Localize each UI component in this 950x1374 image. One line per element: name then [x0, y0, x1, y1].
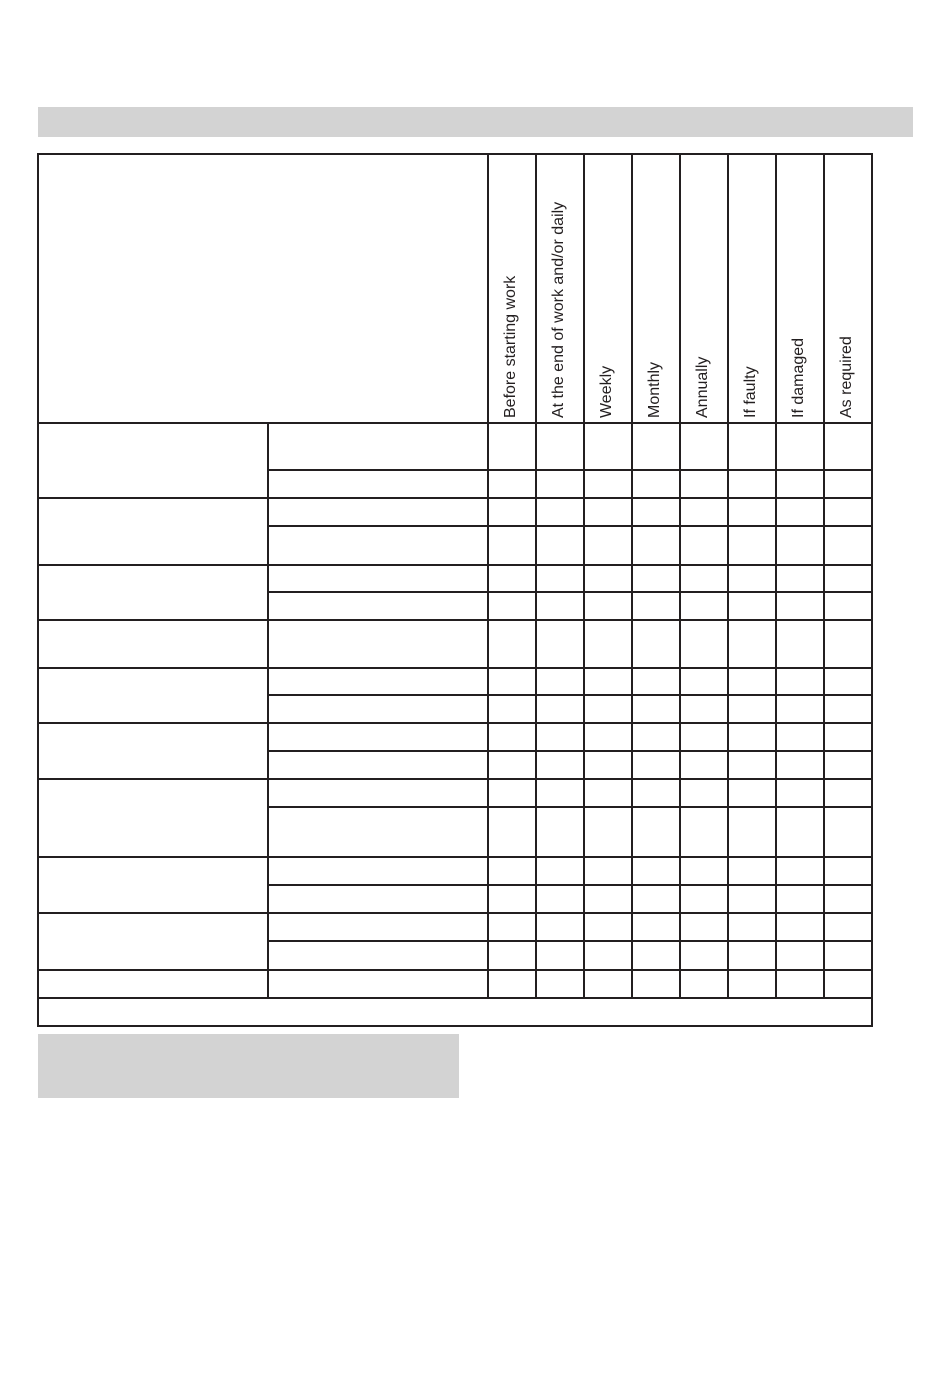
interval-label: Monthly — [646, 361, 663, 418]
interval-header-as-required — [824, 156, 872, 422]
interval-header-weekly — [584, 156, 632, 422]
group-lines — [38, 498, 872, 970]
interval-header-end-of-work — [536, 156, 584, 422]
interval-label: Annually — [694, 356, 711, 418]
interval-label: Weekly — [598, 365, 615, 418]
interval-header-if-faulty — [728, 156, 776, 422]
interval-header-monthly — [632, 156, 680, 422]
interval-header-annually — [680, 156, 728, 422]
interval-label: At the end of work and/or daily — [550, 201, 567, 418]
interval-label: Before starting work — [502, 275, 519, 418]
footer-row — [39, 999, 871, 1025]
interval-header-before-work — [488, 156, 536, 422]
header-item-cell — [39, 155, 487, 422]
notes-box — [38, 1034, 459, 1098]
interval-label: As required — [838, 336, 855, 418]
interval-label: If damaged — [790, 337, 807, 418]
subrow-lines — [268, 470, 872, 941]
interval-label: If faulty — [742, 366, 759, 418]
interval-header-if-damaged — [776, 156, 824, 422]
